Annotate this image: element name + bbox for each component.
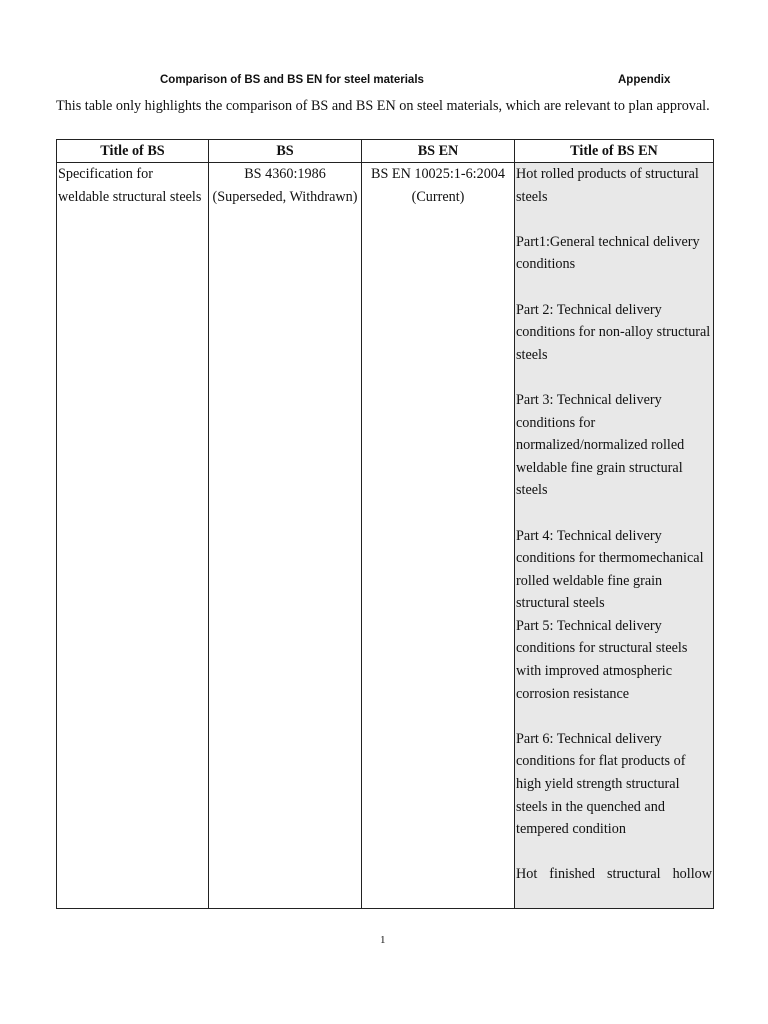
cell-bs	[209, 163, 362, 909]
bsen-part-6: Part 6: Technical delivery conditions for flat products of high yield strength structural steels in the quenched and tempered condition	[516, 730, 686, 838]
header-title-of-bs: Title of BS	[57, 140, 209, 163]
bs-code: BS 4360:1986	[244, 166, 326, 182]
bsen-part-1: Part1:General technical delivery conditions	[516, 233, 700, 273]
page-number: 1	[380, 934, 386, 946]
bsen-code: BS EN 10025:1-6:2004	[371, 166, 505, 182]
bsen-trailing-title: Hot finished structural hollow	[516, 866, 712, 883]
bs-status: (Superseded, Withdrawn)	[212, 188, 358, 205]
cell-title-of-bs: Specification for weldable structural steels	[57, 163, 209, 909]
intro-paragraph: This table only highlights the comparison of BS and BS EN on steel materials, which are relevant to plan approval.	[56, 98, 710, 114]
header-bs: BS	[209, 140, 362, 163]
bsen-part-5: Part 5: Technical delivery conditions for structural steels with improved atmospheric corrosion resistance	[516, 617, 688, 702]
appendix-label: Appendix	[618, 74, 671, 86]
cell-title-of-bs-en	[515, 163, 714, 909]
bsen-part-3: Part 3: Technical delivery conditions for normalized/normalized rolled weldable fine grain structural steels	[516, 391, 685, 499]
table-header-row	[57, 140, 714, 163]
header-bs-en: BS EN	[362, 140, 515, 163]
table-row	[57, 163, 714, 909]
header-title-of-bs-en: Title of BS EN	[515, 140, 714, 163]
document-title: Comparison of BS and BS EN for steel materials	[160, 74, 424, 86]
bsen-main-title: Hot rolled products of structural steels	[516, 166, 699, 205]
bsen-status: (Current)	[411, 188, 465, 205]
cell-bs-en	[362, 163, 515, 909]
bsen-part-2: Part 2: Technical delivery conditions for non-alloy structural steels	[516, 301, 711, 363]
comparison-table	[56, 139, 714, 909]
bsen-part-4: Part 4: Technical delivery conditions for thermomechanical rolled weldable fine grain structural steels	[516, 527, 704, 612]
